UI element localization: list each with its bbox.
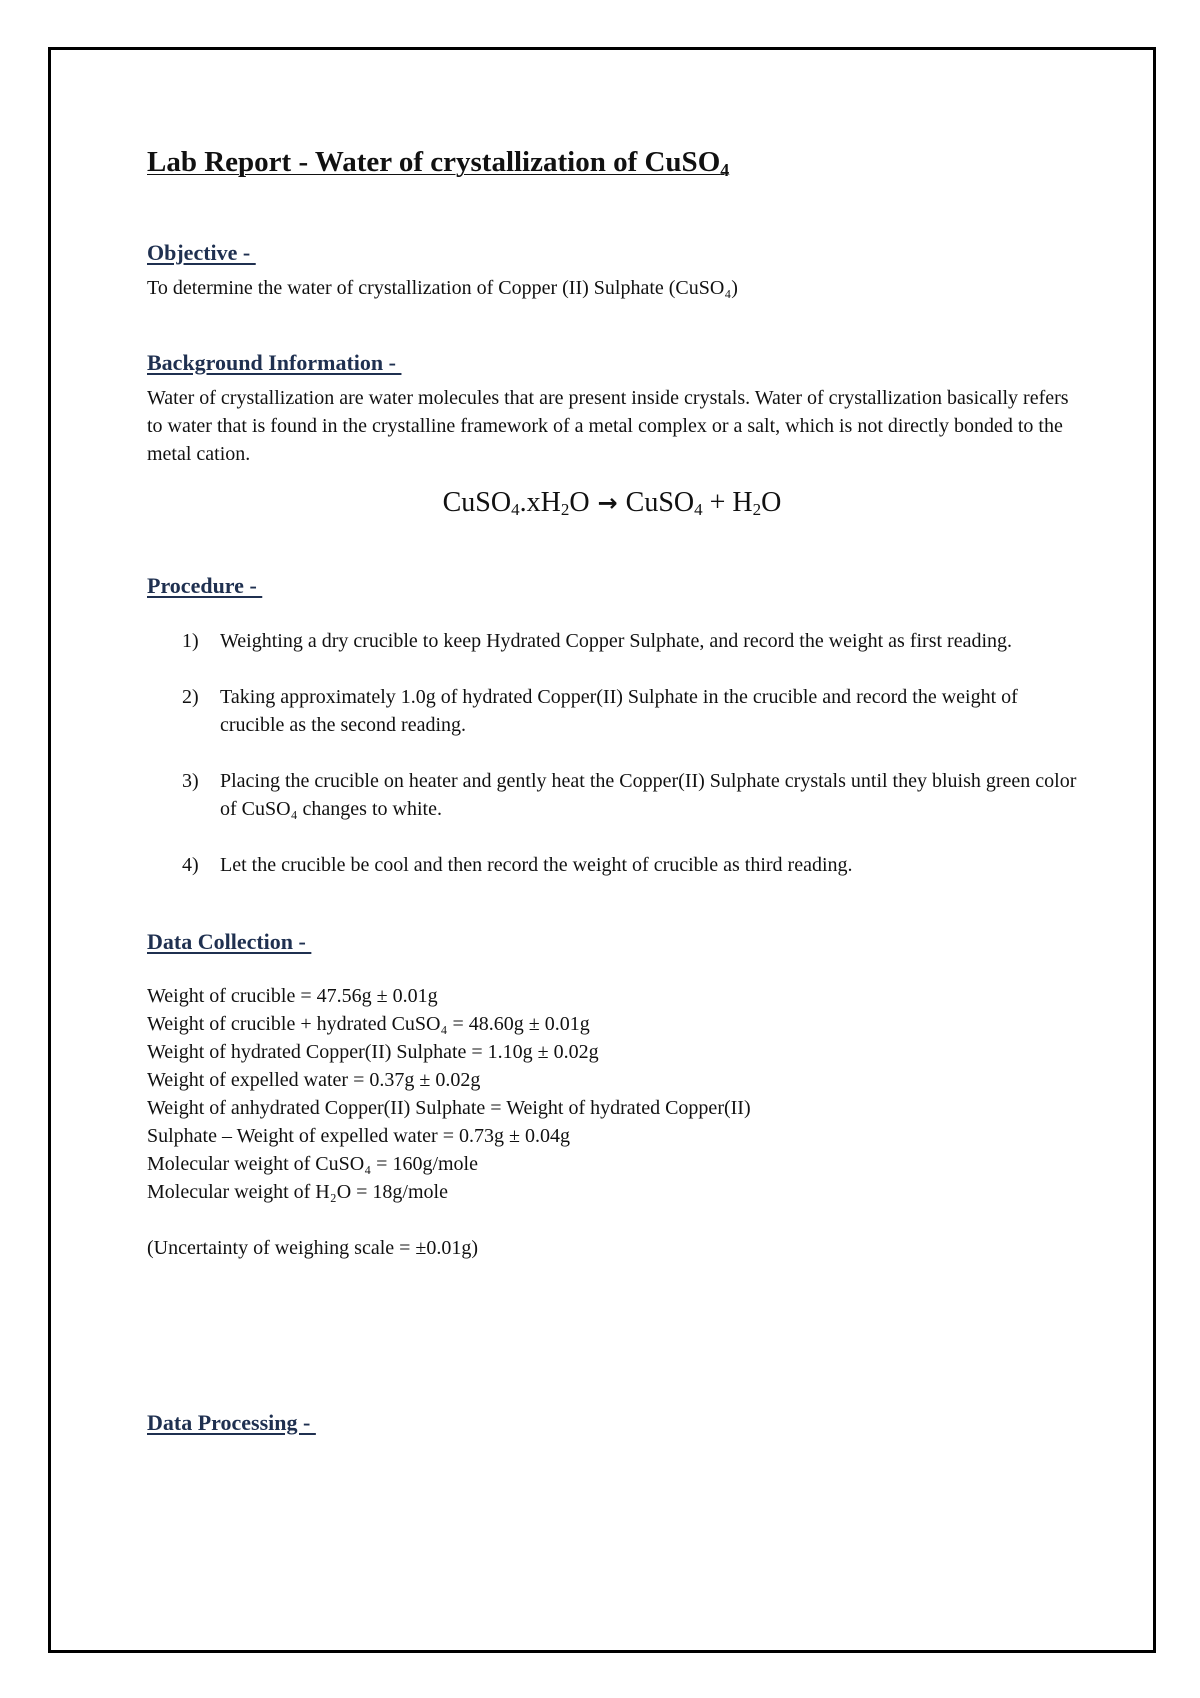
eq-reactant: CuSO [442,487,512,519]
data-line: Sulphate – Weight of expelled water = 0.73g ± 0.04g [147,1124,570,1147]
eq-subscript: 2 [560,500,570,520]
uncertainty-note: (Uncertainty of weighing scale = ±0.01g) [147,1236,479,1259]
step-number: 1) [182,630,199,653]
data-line: Weight of crucible = 47.56g ± 0.01g [147,984,438,1007]
data-line: Weight of anhydrated Copper(II) Sulphate = Weight of hydrated Copper(II) [147,1096,751,1119]
reaction-equation [147,486,1077,520]
reaction-arrow-icon: → [597,489,618,518]
procedure-step [147,851,1077,879]
eq-reactant-oxygen: O [569,487,590,519]
data-line: Molecular weight of CuSO₄ = 160g/mole [147,1152,478,1175]
data-collection-heading: Data Collection - [147,929,312,955]
data-line: Molecular weight of H₂O = 18g/mole [147,1180,448,1203]
procedure-step [147,627,1077,655]
step-text: Weighting a dry crucible to keep Hydrated Copper Sulphate, and record the weight as first reading. [220,630,1013,653]
eq-subscript: 4 [694,500,703,520]
data-line: Weight of hydrated Copper(II) Sulphate = 1.10g ± 0.02g [147,1040,599,1063]
objective-heading: Objective - [147,239,256,265]
page-title [147,145,1077,182]
step-text: Placing the crucible on heater and gently heat the Copper(II) Sulphate crystals until they bluish green color of CuSO₄ changes to white. [220,770,1077,821]
eq-product-oxygen: O [761,487,782,519]
data-line: Weight of expelled water = 0.37g ± 0.02g [147,1068,481,1091]
eq-product: CuSO [625,487,695,519]
document-body [147,145,1077,1436]
title-subscript: 4 [720,160,730,180]
background-heading: Background Information - [147,349,402,375]
procedure-step [147,767,1077,823]
step-number: 2) [182,686,199,709]
eq-reactant-water: .xH [519,487,561,519]
objective-text: To determine the water of crystallization of Copper (II) Sulphate (CuSO₄) [147,276,738,299]
step-number: 3) [182,770,199,793]
procedure-list [147,627,1077,879]
step-number: 4) [182,854,199,877]
data-line: Weight of crucible + hydrated CuSO₄ = 48.60g ± 0.01g [147,1012,590,1035]
eq-subscript: 4 [511,500,520,520]
step-text: Taking approximately 1.0g of hydrated Copper(II) Sulphate in the crucible and record the weight of crucible as the second reading. [220,686,1018,737]
eq-subscript: 2 [752,500,762,520]
data-processing-heading: Data Processing - [147,1409,316,1435]
background-text: Water of crystallization are water molecules that are present inside crystals. Water of crystallization basically refers to water that is found in the crystalline framework of a metal complex or a salt, which is not directly bonded to the metal cation. [147,387,1069,466]
data-collection-lines [147,982,1077,1206]
step-text: Let the crucible be cool and then record the weight of crucible as third reading. [220,854,853,877]
procedure-heading: Procedure - [147,572,263,598]
procedure-step [147,683,1077,739]
eq-product-water: + H [702,487,753,519]
title-text: Lab Report - Water of crystallization of CuSO [147,146,721,178]
